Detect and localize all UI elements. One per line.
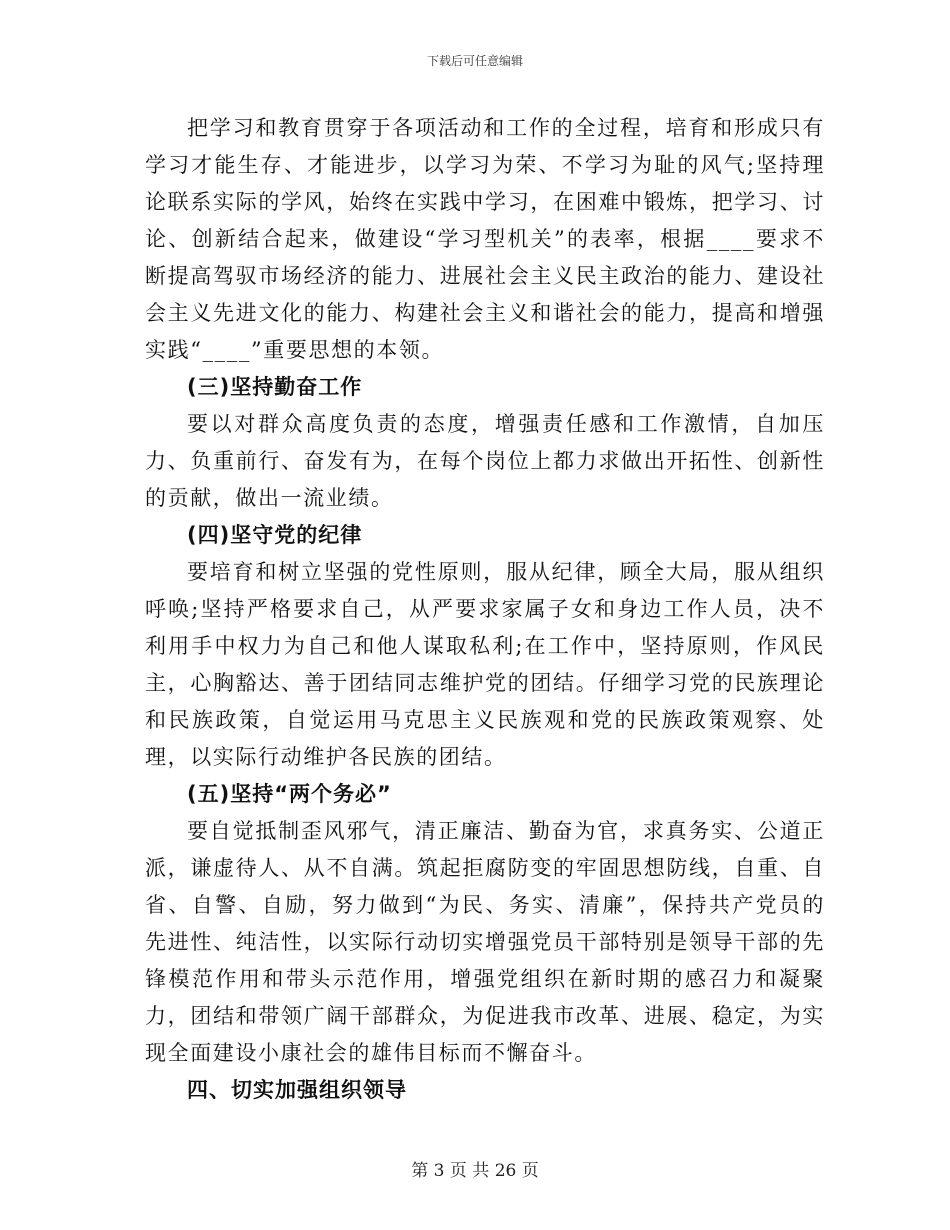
heading-diligent-work: (三)坚持勤奋工作: [187, 375, 363, 399]
paragraph-two-musts: 要自觉抵制歪风邪气，清正廉洁、勤奋为官，求真务实、公道正派，谦虚待人、从不自满。筑起拒腐防变的牢固思想防线，自重、自省、自警、自励，努力做到“为民、务实、清廉”，保持共产党员的先进性、纯洁性，以实际行动切实增强党员干部特别是领导干部的先锋模范作用和带头示范作用，增强党组织在新时期的感召力和凝聚力，团结和带领广阔干部群众，为促进我市改革、进展、稳定，为实现全面建设小康社会的雄伟目标而不懈奋斗。: [145, 819, 825, 1065]
paragraph-party-discipline: 要培育和树立坚强的党性原则，服从纪律，顾全大局，服从组织呼唤;坚持严格要求自己，从严要求家属子女和身边工作人员，决不利用手中权力为自己和他人谋取私利;在工作中，坚持原则，作风民主，心胸豁达、善于团结同志维护党的团结。仔细学习党的民族理论和民族政策，自觉运用马克思主义民族观和党的民族政策观察、处理，以实际行动维护各民族的团结。: [145, 560, 825, 769]
document-body: [145, 110, 825, 1109]
heading-two-musts: (五)坚持“两个务必”: [187, 782, 392, 806]
page-footer: 第 3 页 共 26 页: [411, 1161, 539, 1181]
paragraph-diligent-work: 要以对群众高度负责的态度，增强责任感和工作激情，自加压力、负重前行、奋发有为，在每个岗位上都力求做出开拓性、创新性的贡献，做出一流业绩。: [145, 412, 825, 510]
page-header: 下载后可任意编辑: [426, 54, 523, 68]
heading-party-discipline: (四)坚守党的纪律: [187, 523, 363, 547]
heading-section-four: 四、切实加强组织领导: [187, 1078, 407, 1102]
paragraph-study: 把学习和教育贯穿于各项活动和工作的全过程，培育和形成只有学习才能生存、才能进步，以学习为荣、不学习为耻的风气;坚持理论联系实际的学风，始终在实践中学习，在困难中锻炼，把学习、讨论、创新结合起来，做建设“学习型机关”的表率，根据____要求不断提高驾驭市场经济的能力、进展社会主义民主政治的能力、建设社会主义先进文化的能力、构建社会主义和谐社会的能力，提高和增强实践“____”重要思想的本领。: [145, 116, 825, 362]
